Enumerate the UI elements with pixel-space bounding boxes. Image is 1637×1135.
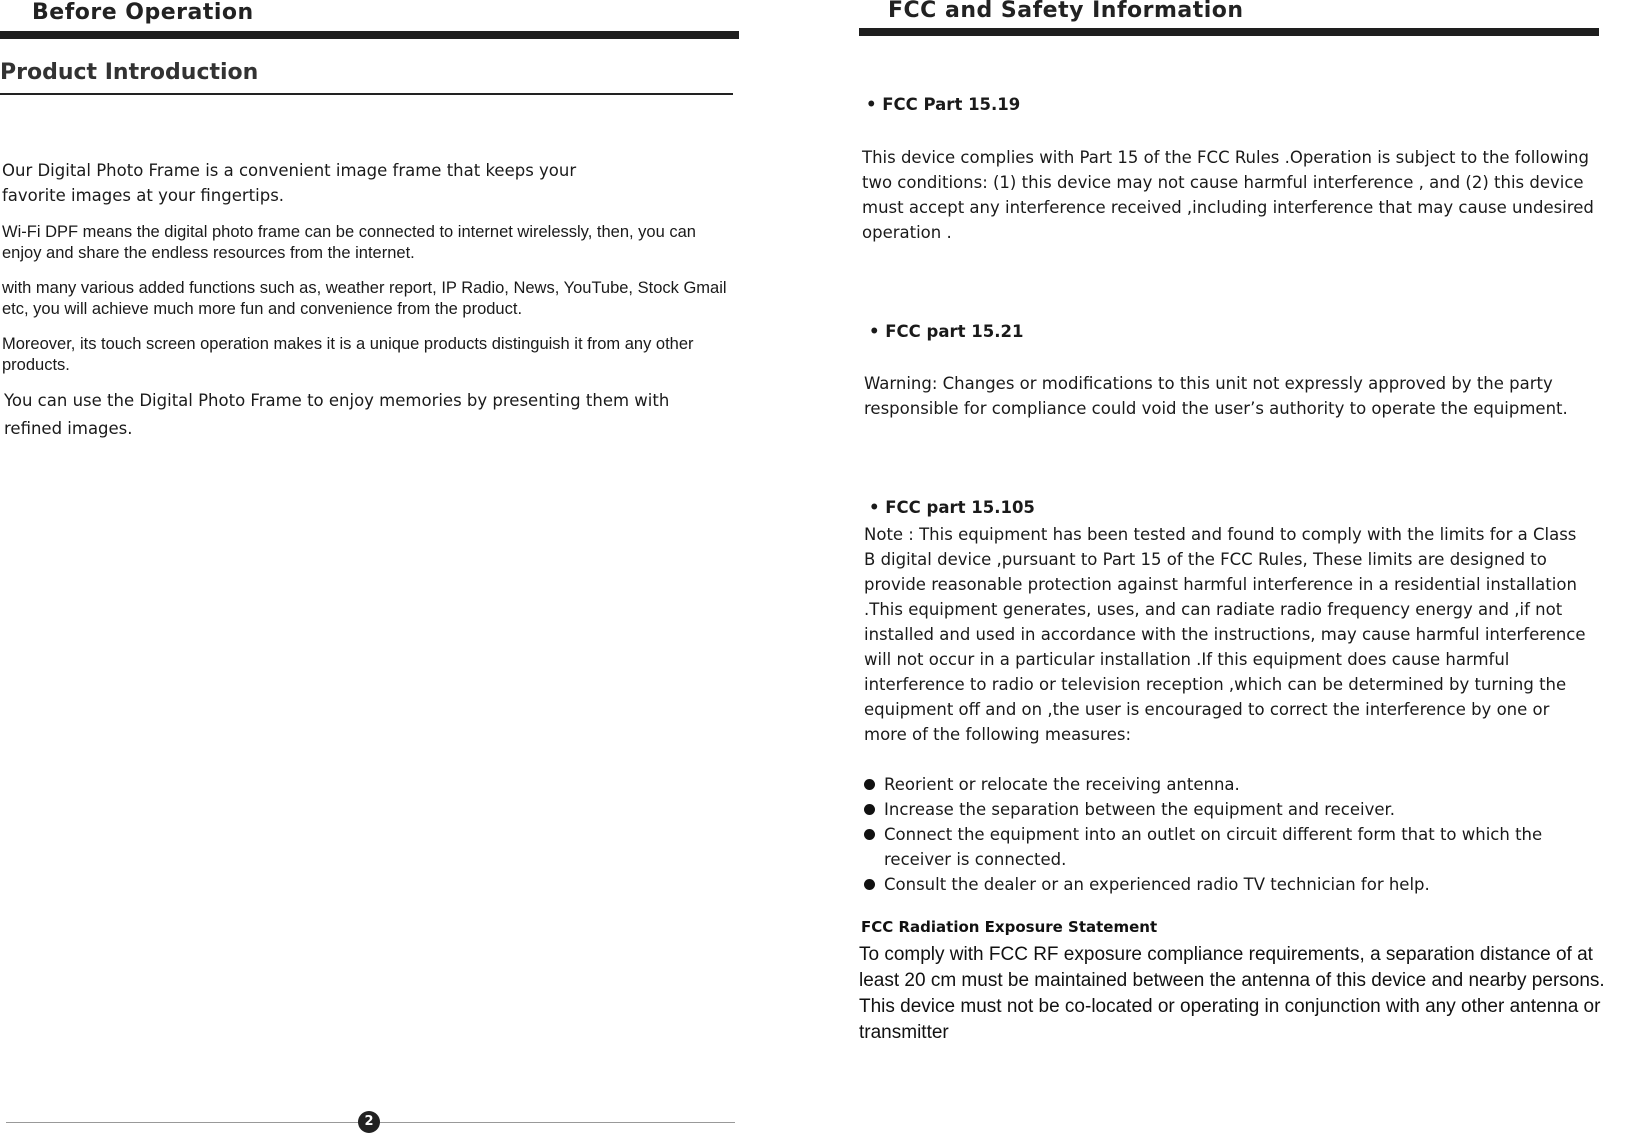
radiation-statement-title: FCC Radiation Exposure Statement <box>861 918 1158 936</box>
page-number-badge: 2 <box>358 1111 380 1133</box>
section-title-fcc-15-105: • FCC part 15.105 <box>869 498 1035 517</box>
section-title-product-introduction: Product Introduction <box>0 60 259 85</box>
list-item: Consult the dealer or an experienced radio TV technician for help. <box>862 872 1554 897</box>
intro-paragraph-2: Wi-Fi DPF means the digital photo frame can be connected to internet wirelessly, then, you can enjoy and share the endless resources from the internet. <box>2 223 696 262</box>
intro-paragraph-5: You can use the Digital Photo Frame to enjoy memories by presenting them with refined images. <box>4 391 670 438</box>
left-header-bar <box>0 31 739 39</box>
right-page-header: FCC and Safety Information <box>888 0 1244 23</box>
fcc-15-21-body: Warning: Changes or modifications to this unit not expressly approved by the party responsible for compliance could void the user’s authority to operate the equipment. <box>864 374 1568 418</box>
bullet-icon <box>864 879 875 890</box>
list-item: Increase the separation between the equipment and receiver. <box>862 797 1554 822</box>
intro-paragraph-3: with many various added functions such as, weather report, IP Radio, News, YouTube, Stock Gmail etc, you will achieve much more fun and convenience from the product. <box>2 279 727 318</box>
list-item: Reorient or relocate the receiving antenna. <box>862 772 1554 797</box>
list-item: Connect the equipment into an outlet on circuit different form that to which the receiver is connected. <box>862 822 1554 872</box>
measures-list <box>862 772 1554 897</box>
bullet-icon <box>864 804 875 815</box>
bullet-icon <box>864 829 875 840</box>
radiation-statement-body: To comply with FCC RF exposure compliance requirements, a separation distance of at least 20 cm must be maintained between the antenna of this device and nearby persons. This device must not be co-located or operating in conjunction with any other antenna or transmitter <box>859 944 1605 1043</box>
bullet-icon <box>864 779 875 790</box>
intro-paragraph-1: Our Digital Photo Frame is a convenient image frame that keeps your favorite images at your fingertips. <box>2 161 577 205</box>
fcc-15-19-body: This device complies with Part 15 of the FCC Rules .Operation is subject to the following two conditions: (1) this device may not cause harmful interference , and (2) this device must accept any interference received ,including interference that may cause undesired operation . <box>862 148 1594 242</box>
section-title-rule <box>0 93 733 95</box>
right-header-bar <box>859 28 1599 36</box>
fcc-15-105-body: Note : This equipment has been tested and found to comply with the limits for a Class B digital device ,pursuant to Part 15 of the FCC Rules, These limits are designed to provide reasonable protection against harmful interference in a residential installation .This equipment generates, uses, and can radiate radio frequency energy and ,if not installed and used in accordance with the instructions, may cause harmful interference will not occur in a particular installation .If this equipment does cause harmful interference to radio or television reception ,which can be determined by turning the equipment off and on ,the user is encouraged to correct the interference by one or more of the following measures: <box>864 525 1586 744</box>
section-title-fcc-15-19: • FCC Part 15.19 <box>866 95 1021 114</box>
left-page-header: Before Operation <box>32 0 254 25</box>
section-title-fcc-15-21: • FCC part 15.21 <box>869 322 1024 341</box>
intro-paragraph-4: Moreover, its touch screen operation makes it is a unique products distinguish it from any other products. <box>2 335 694 374</box>
